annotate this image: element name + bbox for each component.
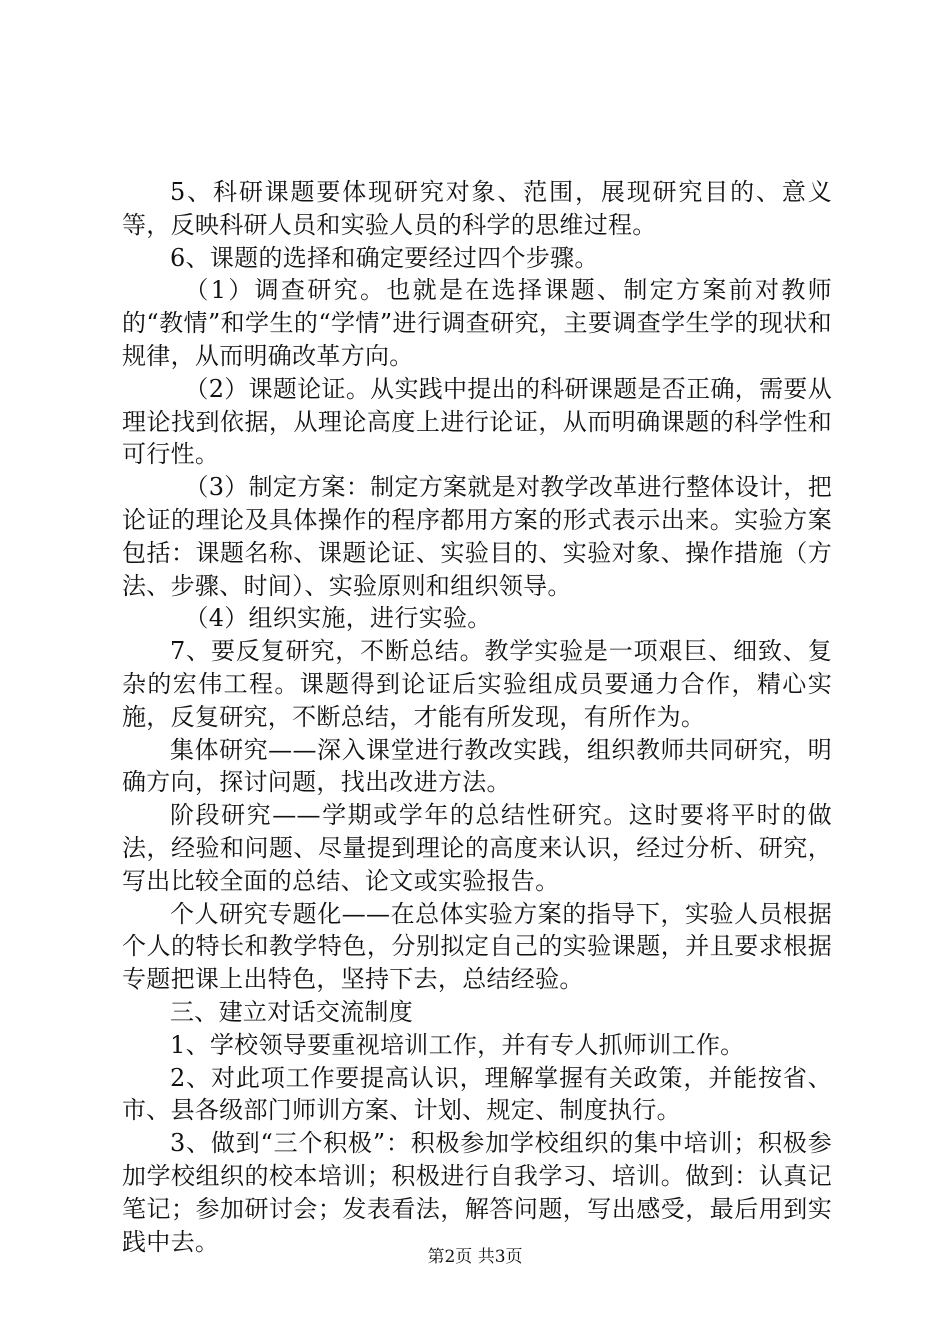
paragraph-step-1: （1）调查研究。也就是在选择课题、制定方案前对教师的“教情”和学生的“学情”进行调查研究，主要调查学生学的现状和规律，从而明确改革方向。 (122, 276, 832, 370)
paragraph-item-7: 7、要反复研究，不断总结。教学实验是一项艰巨、细致、复杂的宏伟工程。课题得到论证后实验组成员要通力合作，精心实施，反复研究，不断总结，才能有所发现，有所作为。 (122, 637, 832, 731)
paragraph-personal-research: 个人研究专题化——在总体实验方案的指导下，实验人员根据个人的特长和教学特色，分别拟定自己的实验课题，并且要求根据专题把课上出特色，坚持下去，总结经验。 (122, 899, 832, 994)
paragraph-item-6: 6、课题的选择和确定要经过四个步骤。 (170, 243, 599, 272)
paragraph-step-2: （2）课题论证。从实践中提出的科研课题是否正确，需要从理论找到依据，从理论高度上进行论证，从而明确课题的科学性和可行性。 (122, 374, 832, 469)
section-heading-dialogue: 三、建立对话交流制度 (170, 997, 413, 1026)
paragraph-dialogue-1: 1、学校领导要重视培训工作，并有专人抓师训工作。 (170, 1030, 745, 1059)
paragraph-item-5: 5、科研课题要体现研究对象、范围，展现研究目的、意义等，反映科研人员和实验人员的科学的思维过程。 (122, 178, 832, 239)
paragraph-dialogue-2: 2、对此项工作要提高认识，理解掌握有关政策，并能按省、市、县各级部门师训方案、计划、规定、制度执行。 (122, 1063, 832, 1125)
paragraph-stage-research: 阶段研究——学期或学年的总结性研究。这时要将平时的做法，经验和问题、尽量提到理论的高度来认识，经过分析、研究，写出比较全面的总结、论文或实验报告。 (122, 801, 832, 895)
page-number-footer: 第2页 共3页 (427, 1247, 523, 1267)
document-body (122, 176, 832, 1258)
paragraph-step-4: （4）组织实施，进行实验。 (184, 604, 492, 633)
paragraph-collective-research: 集体研究——深入课堂进行教改实践，组织教师共同研究，明确方向，探讨问题，找出改进方法。 (122, 735, 832, 797)
paragraph-step-3: （3）制定方案：制定方案就是对教学改革进行整体设计，把论证的理论及具体操作的程序都用方案的形式表示出来。实验方案包括：课题名称、课题论证、实验目的、实验对象、操作措施（方法、步骤、时间）、实验原则和组织领导。 (122, 473, 832, 600)
paragraph-dialogue-3: 3、做到“三个积极”：积极参加学校组织的集中培训；积极参加学校组织的校本培训；积极进行自我学习、培训。做到：认真记笔记；参加研讨会；发表看法，解答问题，写出感受，最后用到实践中去。 (122, 1129, 832, 1256)
